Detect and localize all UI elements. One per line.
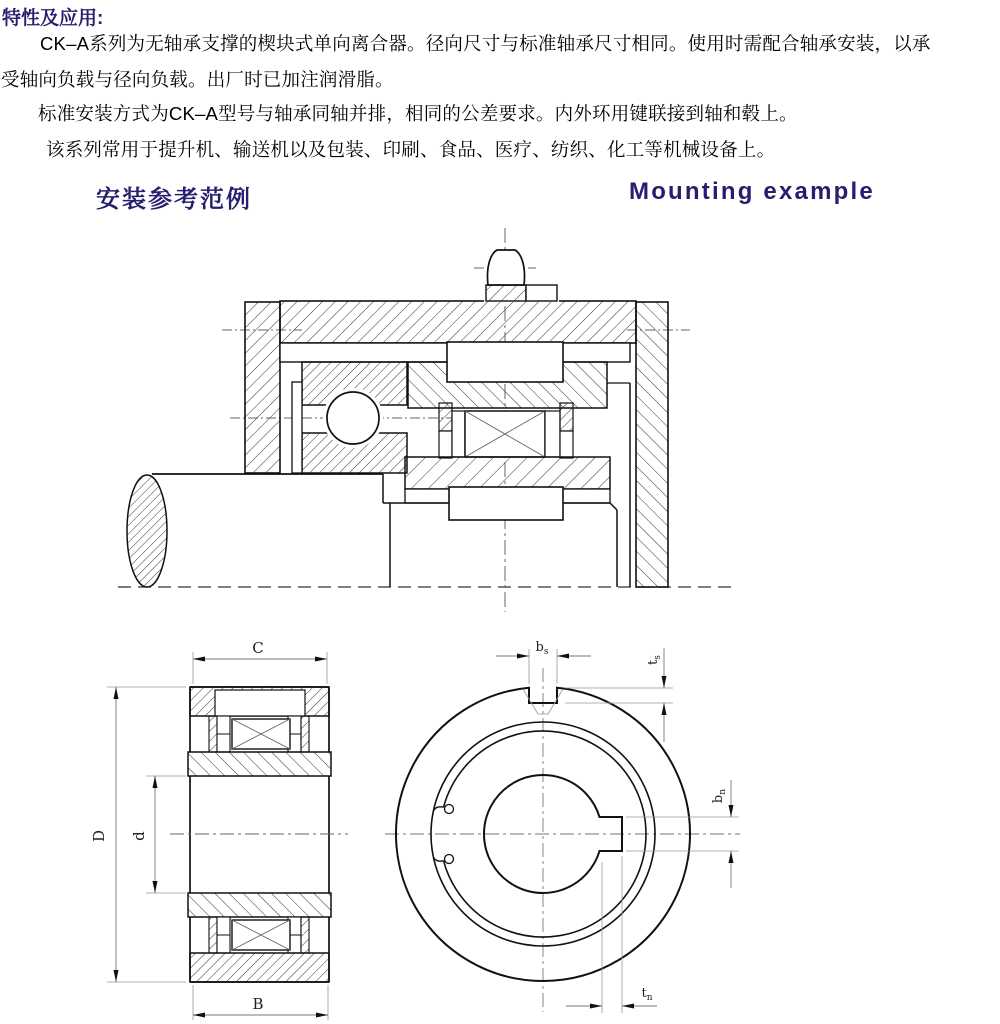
dimension-B xyxy=(193,985,328,1020)
outer-key xyxy=(447,342,563,382)
dim-label-tn: $t_n$ xyxy=(641,986,653,1003)
section-title-english: Mounting example xyxy=(629,178,875,205)
section-view-drawing xyxy=(90,639,348,1020)
section-title-chinese: 安装参考范例 xyxy=(96,186,252,213)
dimension-C xyxy=(193,639,327,684)
ring-lug-hole-lower xyxy=(445,855,454,864)
dim-label-bs: $b_s$ xyxy=(535,640,549,657)
ball-bearing xyxy=(292,362,407,473)
ring-lug-hole-upper xyxy=(445,805,454,814)
inner-key xyxy=(449,487,563,520)
dim-label-d: d xyxy=(130,831,148,841)
sprag-row-lower xyxy=(209,917,309,953)
dim-label-C: C xyxy=(252,639,264,657)
grease-nipple xyxy=(487,250,524,285)
dim-label-bn: $b_n$ xyxy=(711,788,728,804)
intro-paragraph-1-line-1: CK–A系列为无轴承支撑的楔块式单向离合器。径向尺寸与标准轴承尺寸相同。使用时需配合轴承安装，以承 xyxy=(40,33,931,54)
features-heading: 特性及应用: xyxy=(2,8,104,29)
sprag-row-upper xyxy=(209,716,309,752)
dim-label-ts: $t_s$ xyxy=(646,655,663,665)
intro-paragraph-3: 该系列常用于提升机、输送机以及包装、印刷、食品、医疗、纺织、化工等机械设备上。 xyxy=(46,139,776,160)
dim-label-B: B xyxy=(252,995,264,1013)
dim-label-D: D xyxy=(90,829,108,843)
one-way-clutch xyxy=(405,342,610,520)
front-view-drawing xyxy=(385,640,740,1013)
dimension-d xyxy=(130,776,186,893)
dimension-bs xyxy=(496,640,591,684)
mounting-example-drawing xyxy=(118,228,735,612)
bearing-ball xyxy=(327,392,379,444)
intro-paragraph-2: 标准安装方式为CK–A型号与轴承同轴并排，相同的公差要求。内外环用键联接到轴和毂上。 xyxy=(38,103,798,124)
shaft-break xyxy=(127,475,167,587)
intro-paragraph-1-line-2: 受轴向负载与径向负载。出厂时已加注润滑脂。 xyxy=(1,69,394,90)
